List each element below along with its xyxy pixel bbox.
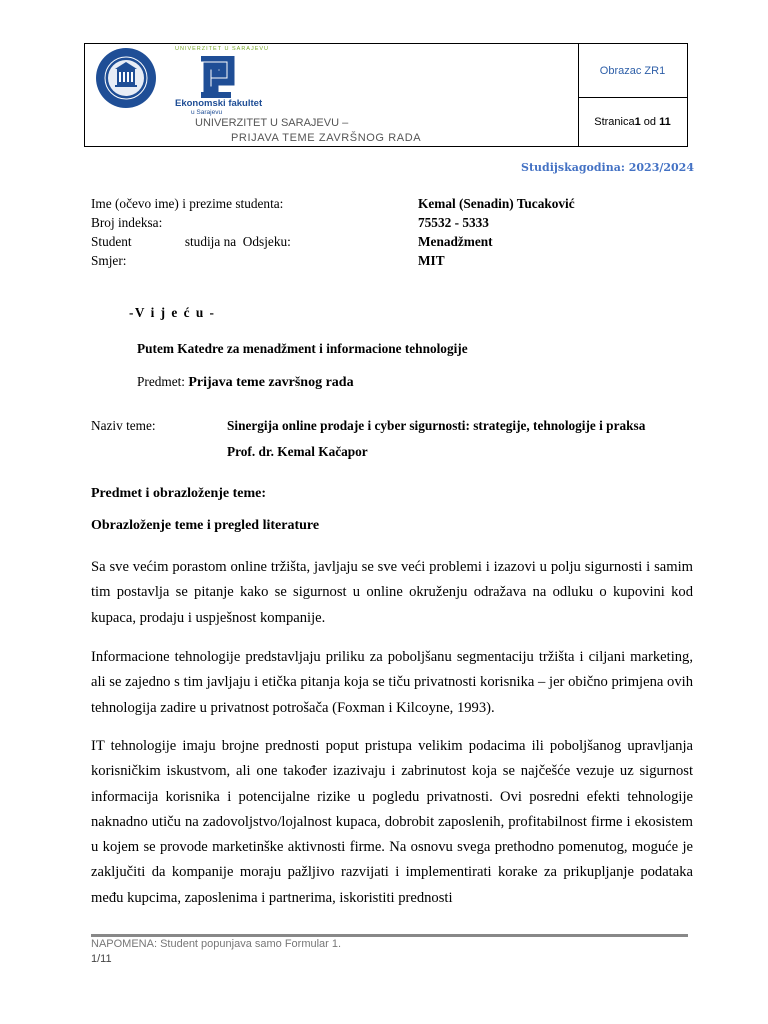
footer-divider [91, 934, 688, 937]
page-indicator [578, 97, 687, 146]
body-paragraph-3: IT tehnologije imaju brojne prednosti poput pristupa velikim podacima ili poboljšanog upravljanja korisničkim iskustvom, ali one također izazivaju i zabrinutost koja se najčešće vezuje uz sigurnost informacija korisnika i potencijalne rizike u pogledu privatnosti. Ovi posredni efekti tehnologije naknadno utiču na zadovoljstvo/lojalnost kupaca, dobrobit zaposlenih, profitabilnost firme i ekosistem u kojem se provode marketinške aktivnosti firme. Na osnovu svega prethodno pomenutog, moguće je zaključiti da kompanije moraju pažljivo razvijati i implementirati korake za prikupljanje podataka među kupcima, zaposlenima i partnerima, iskoristiti prednosti [91, 738, 693, 906]
form-code-text: Obrazac ZR1 [599, 64, 666, 77]
track-value: MIT [418, 253, 445, 268]
footer-note: NAPOMENA: Student popunjava samo Formular 1. [91, 938, 342, 950]
track-label: Smjer: [91, 253, 127, 268]
body-paragraph-1: Sa sve većim porastom online tržišta, javljaju se sve veći problemi i izazovi u polju sigurnosti i samim tim postavlja se pitanje kako se sigurnost u online okruženju odražava na odluku o kupovini kod kupaca, prodaju i uspješnost kompanije. [91, 559, 693, 626]
faculty-sub: u Sarajevu [191, 109, 223, 116]
faculty-logo-icon [197, 56, 237, 100]
page-sep: od [640, 115, 660, 128]
subject-line [137, 374, 354, 391]
addressee: -V i j e ć u - [129, 305, 216, 320]
student-name-label: Ime (očevo ime) i prezime studenta: [91, 196, 284, 211]
academic-year: Studijskagodina: 2023/2024 [521, 161, 694, 174]
page-prefix: Stranica [594, 115, 635, 128]
faculty-logo-caption: UNIVERZITET U SARAJEVU [175, 46, 270, 52]
mentor-name: Prof. dr. Kemal Kačapor [227, 444, 368, 459]
topic-label: Naziv teme: [91, 418, 156, 433]
body-paragraph-2: Informacione tehnologije predstavljaju priliku za poboljšanu segmentaciju tržišta i ciljani marketing, ali se zajedno s tim javljaju i etička pitanja koja se tiču privatnosti korisnika – jer obično primjena ovih tehnologija zadire u privatnost potrošača (Foxman i Kilcoyne, 1993). [91, 649, 693, 716]
index-value: 75532 - 5333 [418, 215, 489, 230]
faculty-name: Ekonomski fakultet [175, 98, 263, 109]
form-header [84, 43, 688, 147]
footer-page-number: 1/11 [91, 953, 112, 965]
university-seal-icon [95, 47, 157, 109]
via-department: Putem Katedre za menadžment i informacione tehnologije [137, 341, 468, 356]
topic-value: Sinergija online prodaje i cyber sigurnosti: strategije, tehnologije i praksa [227, 418, 646, 433]
index-label: Broj indeksa: [91, 215, 163, 230]
subsection-heading: Obrazloženje teme i pregled literature [91, 518, 320, 533]
page-current: 1 [634, 115, 641, 128]
department-value: Menadžment [418, 234, 493, 249]
subject-value: Prijava teme završnog rada [188, 375, 354, 390]
form-code [578, 44, 687, 98]
university-name: UNIVERZITET U SARAJEVU – [195, 117, 349, 129]
subject-label: Predmet: [137, 374, 189, 389]
header-logo-area [85, 44, 579, 146]
form-title: PRIJAVA TEME ZAVRŠNOG RADA [231, 132, 422, 144]
department-label: Student studija na Odsjeku: [91, 234, 291, 249]
section-heading: Predmet i obrazloženje teme: [91, 486, 267, 501]
student-name-value: Kemal (Senadin) Tucaković [418, 196, 575, 211]
page-total: 11 [659, 115, 671, 128]
